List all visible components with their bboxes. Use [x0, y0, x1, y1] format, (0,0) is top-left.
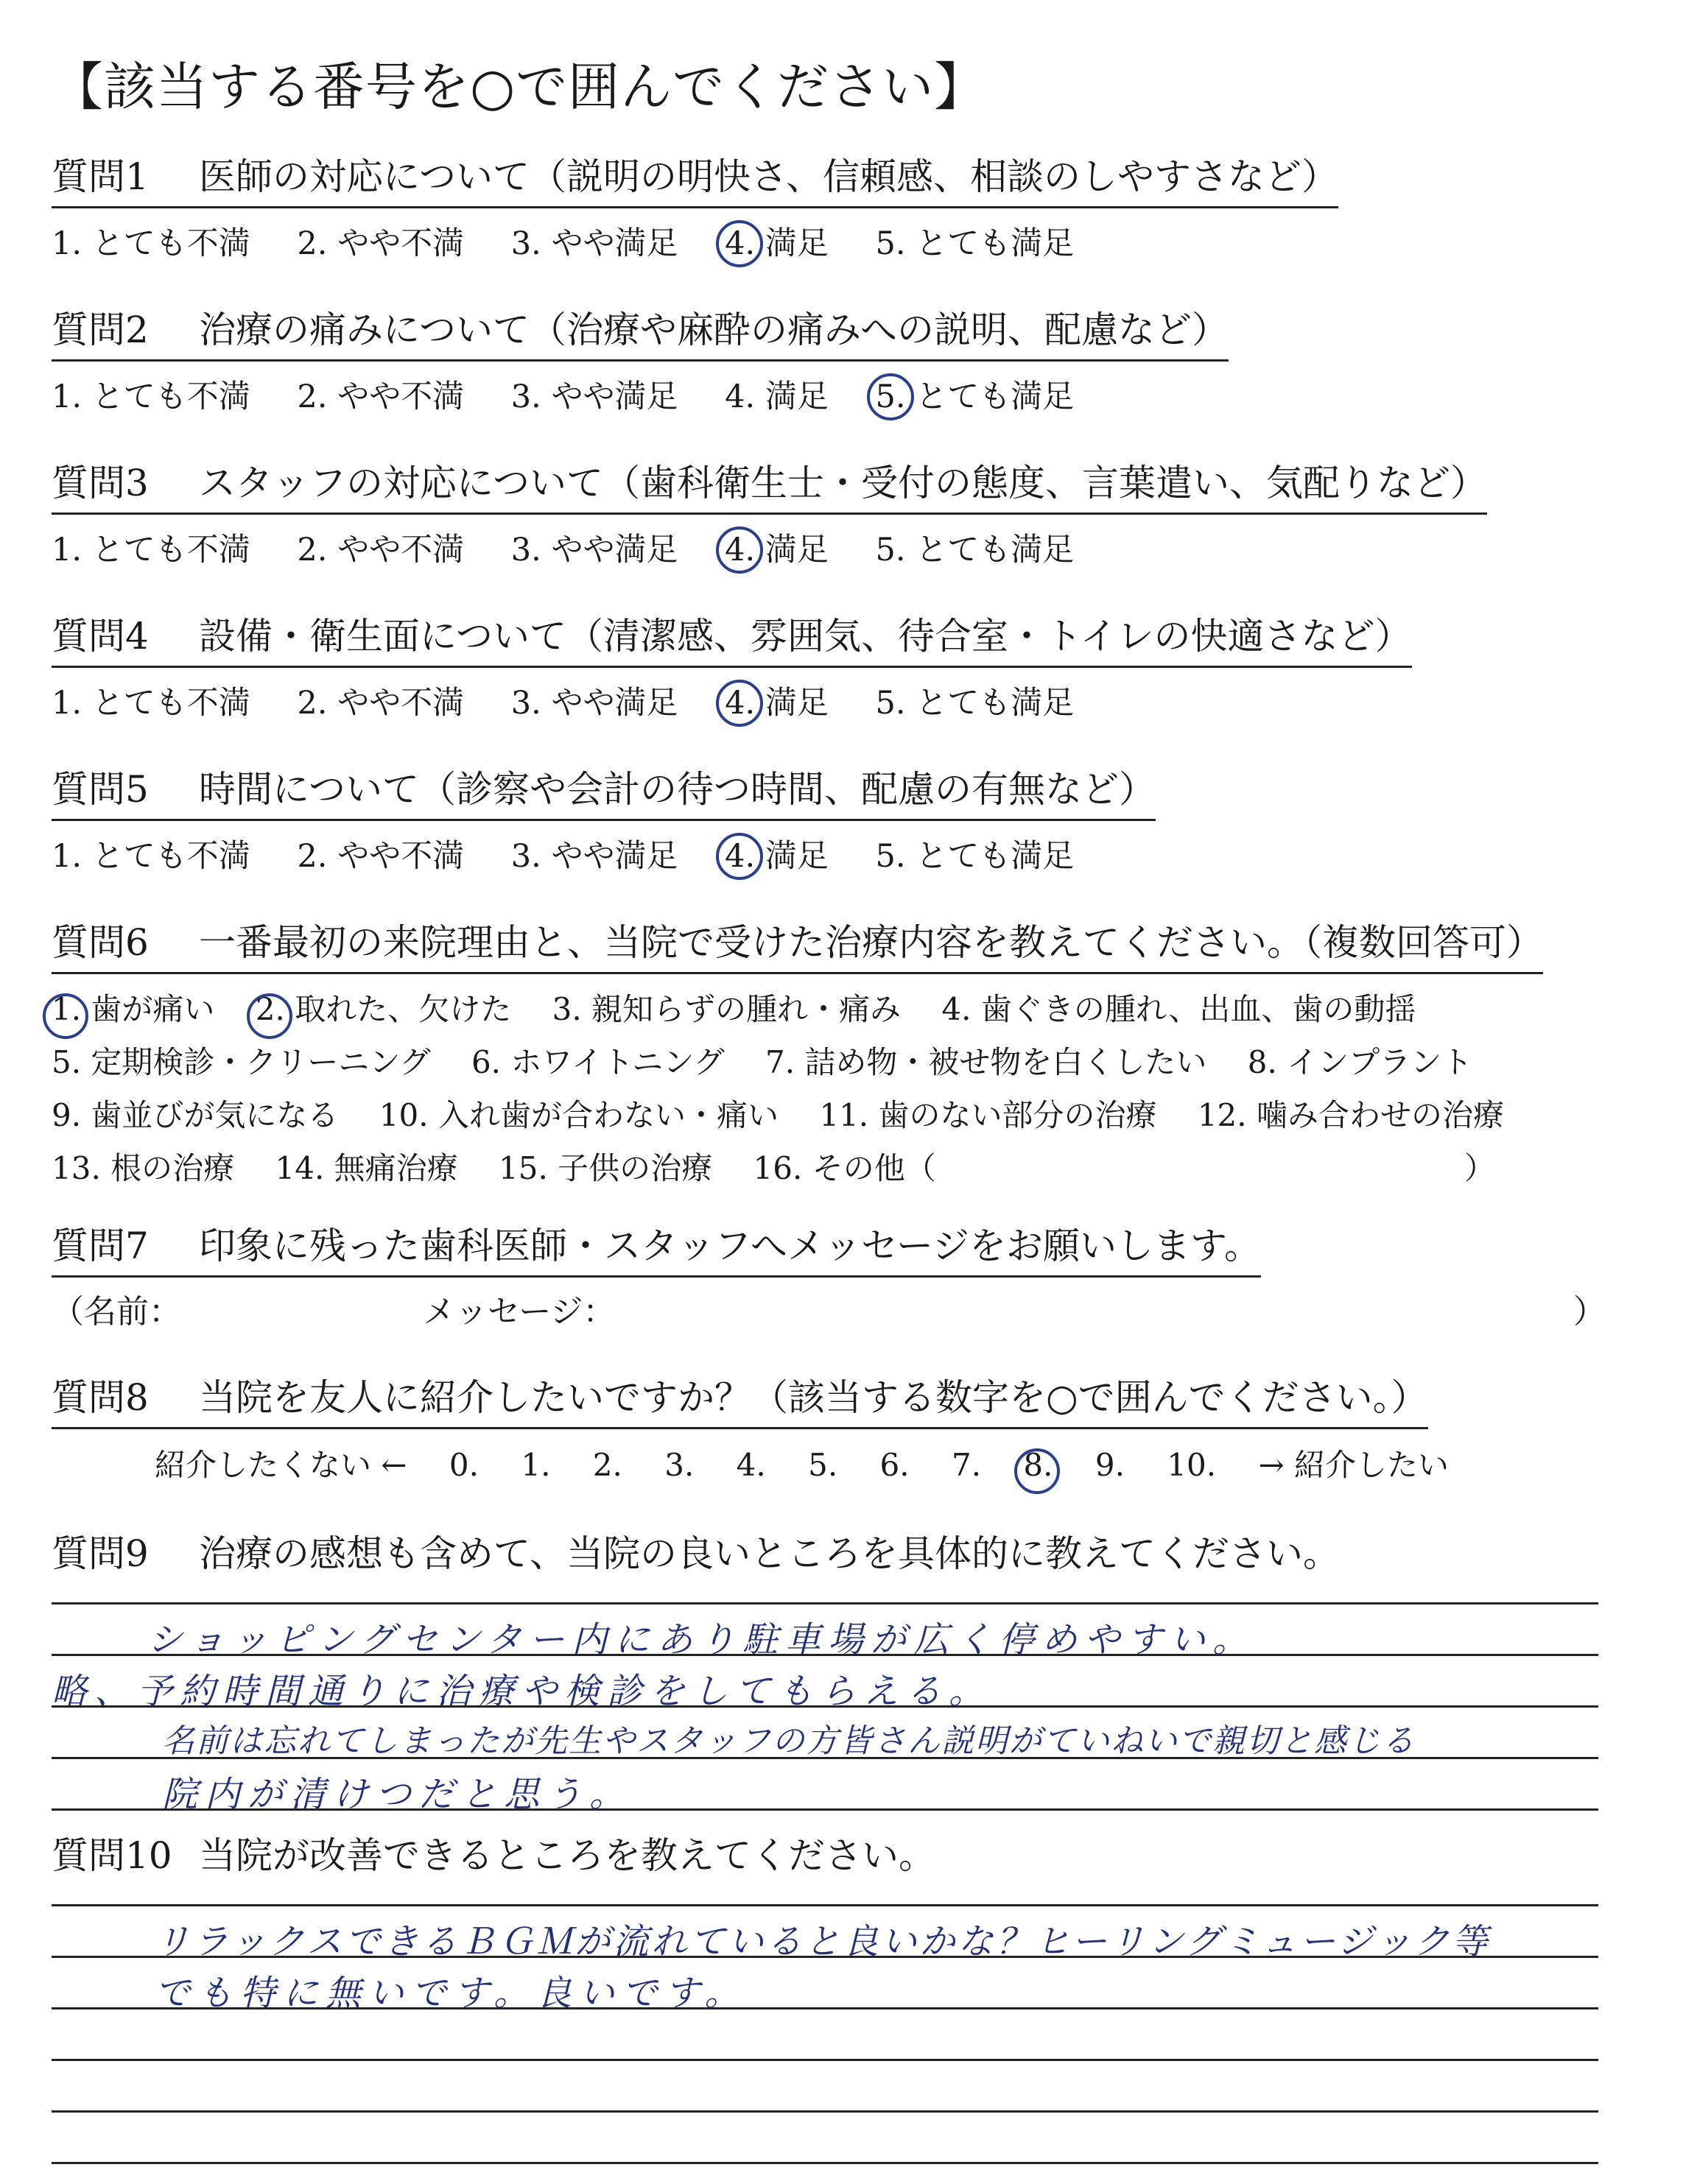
scale-9[interactable]: 9. — [1095, 1447, 1125, 1483]
other-close-paren: ） — [1464, 1150, 1495, 1186]
scale-right-label: → 紹介したい — [1258, 1447, 1449, 1483]
question-number: 質問2 — [52, 309, 149, 351]
option-4-selected[interactable]: 4. 満足 — [725, 831, 829, 876]
option-5[interactable]: 5. とても満足 — [875, 532, 1075, 568]
option-3[interactable]: 3. やや満足 — [510, 532, 678, 568]
option-5[interactable]: 5. とても満足 — [875, 685, 1075, 722]
option-3[interactable]: 3. やや満足 — [510, 378, 678, 415]
scale-10[interactable]: 10. — [1167, 1447, 1217, 1483]
option-2[interactable]: 2. やや不満 — [297, 532, 465, 568]
question-number: 質問3 — [52, 462, 149, 504]
rating-options — [52, 219, 1338, 264]
rating-options — [52, 831, 1156, 876]
option-4-selected[interactable]: 4. 満足 — [725, 525, 829, 570]
option-4-selected[interactable]: 4. 満足 — [725, 219, 829, 264]
question-text: 一番最初の来院理由と、当院で受けた治療内容を教えてください。（複数回答可） — [199, 921, 1543, 964]
question-number: 質問4 — [52, 615, 149, 658]
question-9-title — [52, 1524, 1340, 1583]
choice-row — [52, 983, 1606, 1036]
choice-7[interactable]: 7. 詰め物・被せ物を白くしたい — [765, 1044, 1207, 1080]
option-1[interactable]: 1. とても不満 — [52, 685, 250, 722]
choice-13[interactable]: 13. 根の治療 — [52, 1150, 235, 1186]
scale-left-label: 紹介したくない ← — [155, 1447, 407, 1483]
answer-rule — [52, 1602, 1598, 1604]
question-text: 当院を友人に紹介したいですか？（該当する数字を○で囲んでください。） — [199, 1376, 1428, 1419]
choice-5[interactable]: 5. 定期検診・クリーニング — [52, 1044, 431, 1080]
scale-5[interactable]: 5. — [808, 1447, 838, 1483]
page-title: 【該当する番号を○で囲んでください】 — [52, 57, 987, 117]
choice-1-selected[interactable]: 1. 歯が痛い — [52, 983, 214, 1036]
option-5[interactable]: 5. とても満足 — [875, 225, 1075, 262]
question-3 — [52, 454, 1487, 570]
recommend-scale — [52, 1441, 1481, 1485]
message-label: メッセージ： — [423, 1293, 616, 1331]
choice-6[interactable]: 6. ホワイトニング — [471, 1044, 725, 1080]
option-3[interactable]: 3. やや満足 — [510, 225, 678, 262]
question-number: 質問7 — [52, 1225, 149, 1267]
question-8-title — [52, 1368, 1428, 1429]
option-2[interactable]: 2. やや不満 — [297, 838, 465, 875]
question-3-title — [52, 454, 1487, 515]
option-3[interactable]: 3. やや満足 — [510, 838, 678, 875]
option-1[interactable]: 1. とても不満 — [52, 532, 250, 568]
choice-9[interactable]: 9. 歯並びが気になる — [52, 1097, 339, 1133]
question-text: スタッフの対応について（歯科衛生士・受付の態度、言葉遣い、気配りなど） — [199, 462, 1487, 504]
question-8 — [52, 1368, 1481, 1485]
scale-7[interactable]: 7. — [951, 1447, 982, 1483]
handwritten-line: 略、予約時間通りに治療や検診をしてもらえる。 — [52, 1671, 992, 1712]
option-2[interactable]: 2. やや不満 — [297, 378, 465, 415]
choice-15[interactable]: 15. 子供の治療 — [499, 1150, 713, 1186]
scale-3[interactable]: 3. — [664, 1447, 695, 1483]
choice-4[interactable]: 4. 歯ぐきの腫れ、出血、歯の動揺 — [941, 991, 1416, 1027]
scale-4[interactable]: 4. — [736, 1447, 766, 1483]
handwritten-line: でも特に無いです。良いです。 — [155, 1973, 748, 2014]
choice-14[interactable]: 14. 無痛治療 — [275, 1150, 458, 1186]
question-5 — [52, 760, 1156, 876]
option-4-selected[interactable]: 4. 満足 — [725, 678, 829, 723]
question-2 — [52, 300, 1229, 417]
choice-16-other[interactable]: 16. その他（ — [753, 1150, 936, 1186]
question-10 — [52, 1826, 1598, 2184]
answer-rule — [52, 2110, 1598, 2113]
scale-1[interactable]: 1. — [521, 1447, 551, 1483]
question-7-title — [52, 1216, 1261, 1278]
answer-rule — [52, 1904, 1598, 1906]
question-4-title — [52, 607, 1412, 668]
scale-2[interactable]: 2. — [592, 1447, 622, 1483]
question-text: 医師の対応について（説明の明快さ、信頼感、相談のしやすさなど） — [199, 155, 1338, 198]
question-5-title — [52, 760, 1156, 821]
question-number: 質問10 — [52, 1834, 172, 1877]
rating-options — [52, 372, 1229, 417]
choice-12[interactable]: 12. 噛み合わせの治療 — [1197, 1097, 1504, 1133]
question-number: 質問5 — [52, 768, 149, 811]
question-2-title — [52, 300, 1229, 362]
handwritten-line: 名前は忘れてしまったが先生やスタッフの方皆さん説明がていねいで親切と感じる — [162, 1722, 1416, 1760]
option-1[interactable]: 1. とても不満 — [52, 378, 250, 415]
question-text: 治療の感想も含めて、当院の良いところを具体的に教えてください。 — [199, 1532, 1340, 1575]
answer-area-10[interactable] — [52, 1904, 1598, 2184]
handwritten-line: リラックスできるＢＧＭが流れていると良いかな？ヒーリングミュージック等 — [155, 1921, 1491, 1962]
choice-11[interactable]: 11. 歯のない部分の治療 — [819, 1097, 1157, 1133]
question-text: 治療の痛みについて（治療や麻酔の痛みへの説明、配慮など） — [199, 309, 1229, 351]
option-5-selected[interactable]: 5. とても満足 — [876, 372, 1075, 417]
question-number: 質問6 — [52, 921, 149, 964]
handwritten-line: ショッピングセンター内にあり駐車場が広く停めやすい。 — [147, 1619, 1256, 1660]
question-10-title — [52, 1826, 935, 1885]
option-1[interactable]: 1. とても不満 — [52, 225, 250, 262]
choice-row — [52, 1036, 1606, 1089]
name-label: （名前： — [52, 1293, 181, 1331]
option-2[interactable]: 2. やや不満 — [297, 225, 465, 262]
choice-3[interactable]: 3. 親知らずの腫れ・痛み — [552, 991, 902, 1027]
rating-options — [52, 678, 1412, 723]
choice-8[interactable]: 8. インプラント — [1247, 1044, 1473, 1080]
answer-rule — [52, 2162, 1598, 2164]
question-text: 設備・衛生面について（清潔感、雰囲気、待合室・トイレの快適さなど） — [199, 615, 1412, 658]
handwritten-line: 院内が清けつだと思う。 — [162, 1774, 633, 1815]
question-number: 質問9 — [52, 1532, 149, 1575]
question-text: 時間について（診察や会計の待つ時間、配慮の有無など） — [199, 768, 1156, 811]
question-1-title — [52, 147, 1338, 208]
question-7 — [52, 1216, 1606, 1332]
scale-6[interactable]: 6. — [879, 1447, 910, 1483]
choice-10[interactable]: 10. 入れ歯が合わない・痛い — [379, 1097, 779, 1133]
question-text: 印象に残った歯科医師・スタッフへメッセージをお願いします。 — [199, 1225, 1261, 1267]
rating-options — [52, 525, 1487, 570]
option-2[interactable]: 2. やや不満 — [297, 685, 465, 722]
question-4 — [52, 607, 1412, 723]
scale-0[interactable]: 0. — [449, 1447, 479, 1483]
question-1 — [52, 147, 1338, 264]
option-1[interactable]: 1. とても不満 — [52, 838, 250, 875]
option-3[interactable]: 3. やや満足 — [510, 685, 678, 722]
option-4[interactable]: 4. 満足 — [725, 378, 829, 415]
choice-row — [52, 1142, 1606, 1195]
answer-rule — [52, 2059, 1598, 2061]
message-close-paren: ） — [1573, 1293, 1606, 1331]
question-number: 質問1 — [52, 155, 149, 198]
question-number: 質問8 — [52, 1376, 149, 1419]
message-row — [52, 1285, 1606, 1332]
scale-8-selected[interactable]: 8. — [1023, 1447, 1053, 1483]
treatment-choices — [52, 983, 1606, 1195]
question-text: 当院が改善できるところを教えてください。 — [199, 1834, 935, 1877]
question-6-title — [52, 913, 1543, 974]
option-5[interactable]: 5. とても満足 — [875, 838, 1075, 875]
choice-2-selected[interactable]: 2. 取れた、欠けた — [256, 983, 511, 1036]
question-6 — [52, 913, 1606, 1195]
choice-row — [52, 1089, 1606, 1142]
